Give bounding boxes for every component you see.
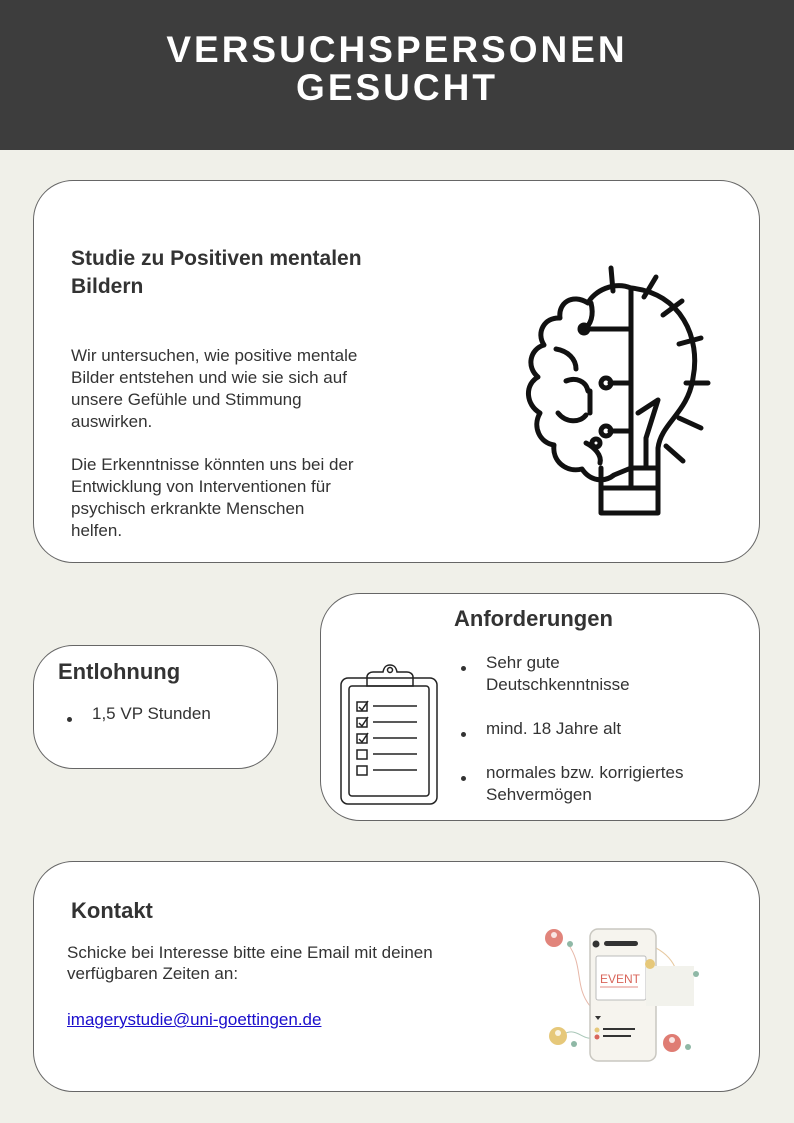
clipboard-checklist-icon <box>339 664 441 808</box>
requirement-item: mind. 18 Jahre alt <box>458 718 683 740</box>
requirement-item: Sehr gute Deutschkenntnisse <box>458 652 683 696</box>
study-paragraph-2: Die Erkenntnisse könnten uns bei der Entwicklung von Interventionen für psychisch erkrankte Menschen helfen. <box>71 455 354 540</box>
header-banner <box>0 0 794 150</box>
contact-card <box>33 861 760 1092</box>
study-card <box>33 180 760 563</box>
payment-list <box>64 703 211 725</box>
brain-lightbulb-icon <box>496 263 716 523</box>
event-phone-illustration <box>534 926 706 1062</box>
payment-card <box>33 645 278 769</box>
study-title: Studie zu Positiven mentalen Bildern <box>71 247 362 298</box>
payment-item: 1,5 VP Stunden <box>64 703 211 725</box>
requirements-list <box>458 652 683 806</box>
contact-email-link[interactable]: imagerystudie@uni-goettingen.de <box>67 1010 322 1029</box>
payment-title: Entlohnung <box>58 659 181 684</box>
title-line-1: VERSUCHSPERSONEN <box>166 29 628 70</box>
requirements-title: Anforderungen <box>454 606 613 631</box>
contact-email-wrap <box>67 1009 321 1031</box>
study-paragraph-1: Wir untersuchen, wie positive mentale Bilder entstehen und wie sie sich auf unsere Gefühle und Stimmung auswirken. <box>71 346 358 431</box>
contact-title: Kontakt <box>71 898 153 923</box>
event-label: EVENT <box>600 972 641 986</box>
requirement-item: normales bzw. korrigiertes Sehvermögen <box>458 762 683 806</box>
contact-text: Schicke bei Interesse bitte eine Email mit deinen verfügbaren Zeiten an: <box>67 943 433 983</box>
requirements-card <box>320 593 760 821</box>
title-line-2: GESUCHT <box>296 67 498 108</box>
